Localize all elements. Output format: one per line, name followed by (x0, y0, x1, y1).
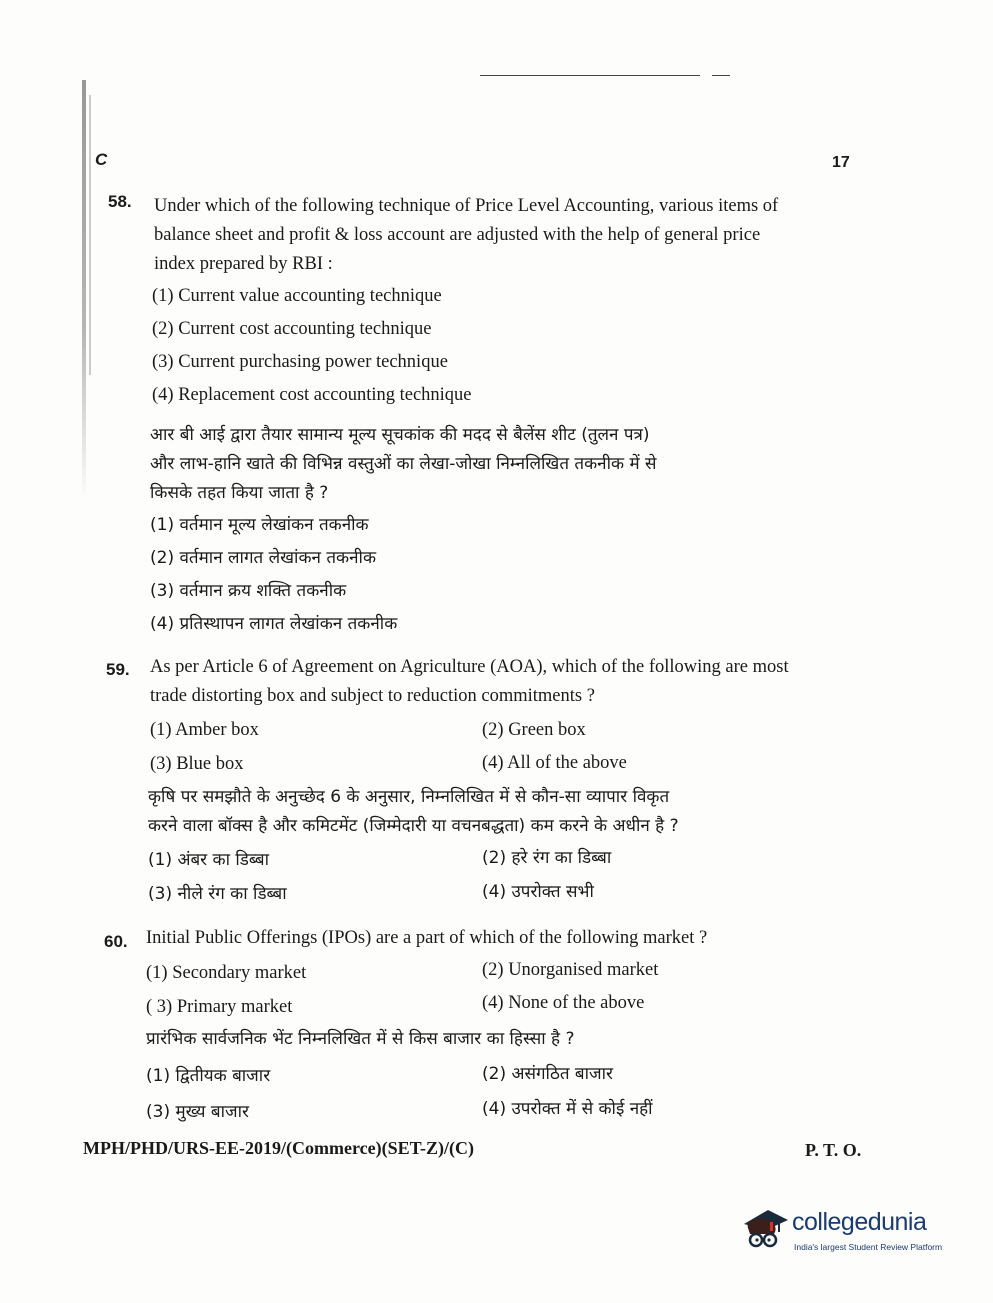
question-text-hindi-line: प्रारंभिक सार्वजनिक भेंट निम्नलिखित में से किस बाजार का हिस्सा है ? (146, 1029, 575, 1049)
option-2: (2) Green box (482, 720, 586, 740)
option-4-hindi: (4) प्रतिस्थापन लागत लेखांकन तकनीक (150, 614, 398, 634)
question-text-line: As per Article 6 of Agreement on Agriculture (AOA), which of the following are most (150, 657, 789, 677)
option-1-hindi: (1) वर्तमान मूल्य लेखांकन तकनीक (150, 515, 369, 535)
option-2: (2) Unorganised market (482, 960, 659, 980)
option-4-hindi: (4) उपरोक्त में से कोई नहीं (482, 1099, 653, 1119)
question-text-line: trade distorting box and subject to reduction commitments ? (150, 686, 595, 706)
question-text-hindi-line: करने वाला बॉक्स है और कमिटमेंट (जिम्मेदारी या वचनबद्धता) कम करने के अधीन है ? (148, 816, 679, 836)
top-rule (480, 75, 700, 76)
question-text-hindi-line: और लाभ-हानि खाते की विभिन्न वस्तुओं का लेखा-जोखा निम्नलिखित तकनीक में से (150, 454, 657, 474)
question-text-hindi-line: आर बी आई द्वारा तैयार सामान्य मूल्य सूचकांक की मदद से बैलेंस शीट (तुलन पत्र) (150, 425, 650, 445)
option-4-hindi: (4) उपरोक्त सभी (482, 882, 594, 902)
set-mark: C (95, 150, 108, 169)
option-2: (2) Current cost accounting technique (152, 319, 432, 339)
option-1: (1) Secondary market (146, 963, 307, 983)
question-text-hindi-line: किसके तहत किया जाता है ? (150, 483, 329, 503)
option-2-hindi: (2) असंगठित बाजार (482, 1064, 613, 1084)
option-1-hindi: (1) द्वितीयक बाजार (146, 1066, 271, 1086)
option-3: (3) Current purchasing power technique (152, 352, 448, 372)
question-text-line: index prepared by RBI : (154, 254, 333, 274)
option-4: (4) None of the above (482, 993, 645, 1013)
option-1: (1) Amber box (150, 720, 259, 740)
option-3-hindi: (3) नीले रंग का डिब्बा (148, 884, 287, 904)
binding-shadow (82, 80, 86, 500)
brand-name: collegedunia (792, 1208, 927, 1236)
option-2-hindi: (2) हरे रंग का डिब्बा (482, 848, 612, 868)
option-4: (4) Replacement cost accounting technique (152, 385, 472, 405)
question-text-line: balance sheet and profit & loss account are adjusted with the help of general price (154, 225, 761, 245)
paper-code: MPH/PHD/URS-EE-2019/(Commerce)(SET-Z)/(C) (83, 1138, 474, 1158)
option-1-hindi: (1) अंबर का डिब्बा (148, 850, 269, 870)
option-2-hindi: (2) वर्तमान लागत लेखांकन तकनीक (150, 548, 376, 568)
question-text-line: Initial Public Offerings (IPOs) are a part of which of the following market ? (146, 928, 708, 948)
question-number: 58. (108, 192, 132, 211)
mascot-icon (738, 1202, 790, 1254)
option-1: (1) Current value accounting technique (152, 286, 442, 306)
option-3: (3) Blue box (150, 754, 244, 774)
question-number: 60. (104, 932, 128, 951)
page-number: 17 (832, 154, 850, 171)
option-4: (4) All of the above (482, 753, 627, 773)
top-rule-short (712, 75, 730, 76)
collegedunia-watermark (738, 1198, 963, 1258)
question-text-hindi-line: कृषि पर समझौते के अनुच्छेद 6 के अनुसार, निम्नलिखित में से कौन-सा व्यापार विकृत (148, 787, 670, 807)
option-3-hindi: (3) वर्तमान क्रय शक्ति तकनीक (150, 581, 347, 601)
binding-edge (89, 95, 91, 375)
question-text-line: Under which of the following technique of Price Level Accounting, various items of (154, 196, 779, 216)
question-number: 59. (106, 660, 130, 679)
pto-marker: P. T. O. (805, 1140, 862, 1160)
brand-tagline: India's largest Student Review Platform (794, 1242, 943, 1252)
option-3-hindi: (3) मुख्य बाजार (146, 1102, 249, 1122)
option-3: ( 3) Primary market (146, 997, 293, 1017)
